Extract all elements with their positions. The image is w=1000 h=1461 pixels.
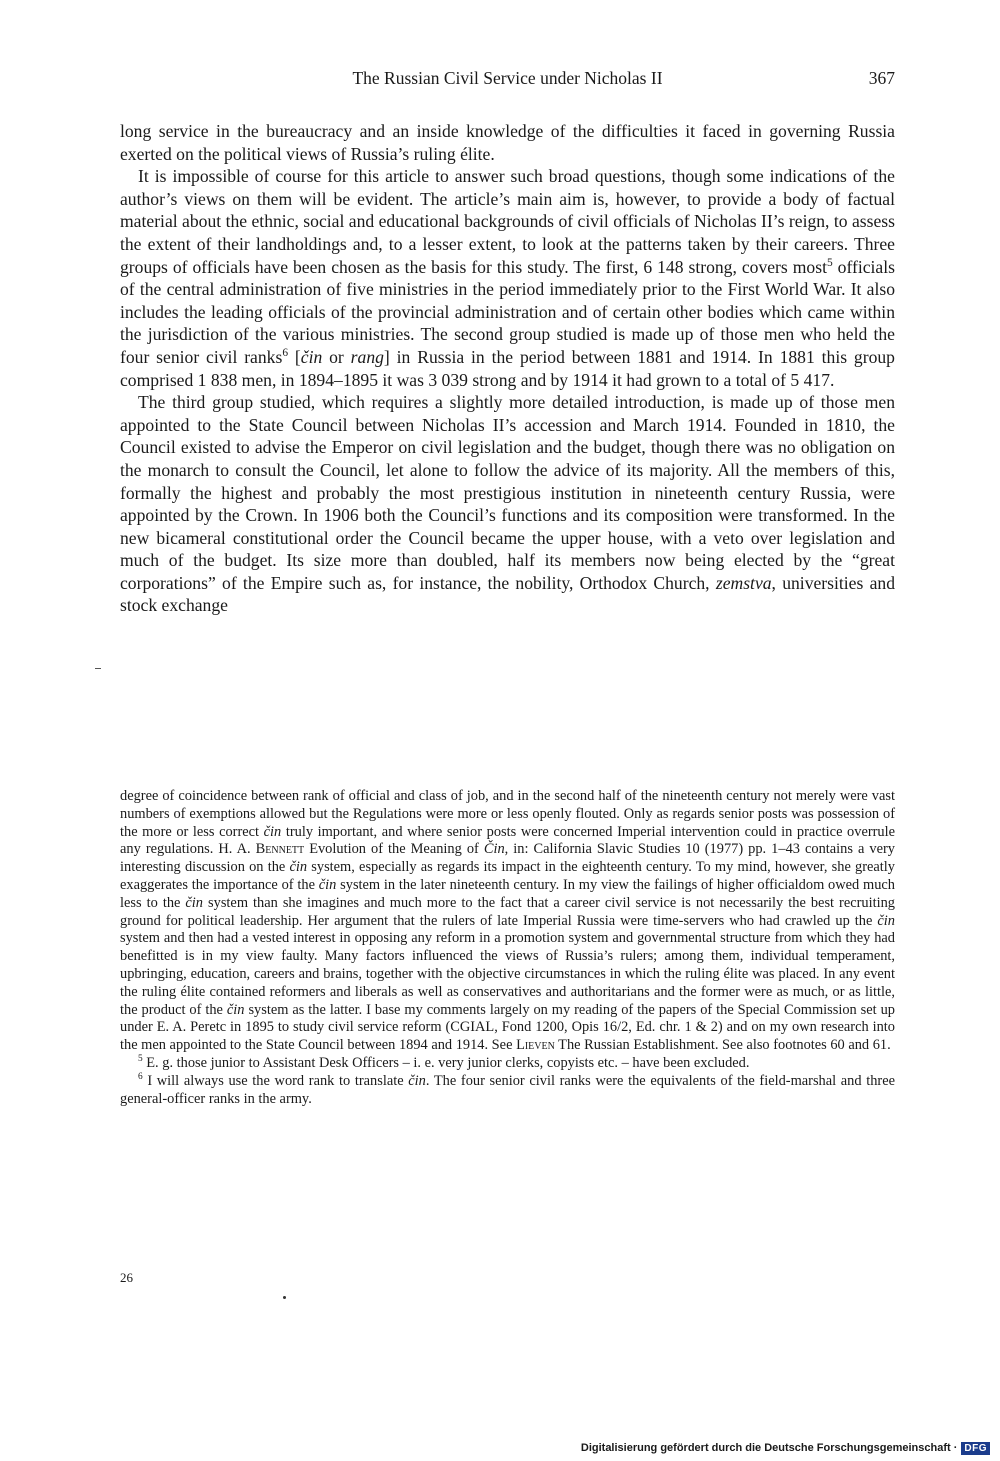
paragraph-1	[120, 120, 895, 165]
footnote-6	[120, 1073, 895, 1109]
footnote-5-text: E. g. those junior to Assistant Desk Officers – i. e. very junior clerks, copyists etc. – have been excluded.	[142, 1054, 750, 1071]
fn-cont-text-f: system in the later nineteenth century. In my view the failings of higher officialdom owed much less to the	[120, 876, 895, 911]
paragraph-2-text-e: ] in Russia in the period between 1881 and 1914. In 1881 this group comprised 1 838 men, in 1894–1895 it was 3 039 strong and by 1914 it had grown to a total of 5 417.	[120, 346, 895, 390]
term-zemstva: zemstva	[715, 572, 772, 593]
fn-cont-text-h: system and then had a vested interest in opposing any reform in a promotion system and governmental structure from which they had benefitted is in my view faulty. Many factors influenced the views of Russia’s rulers; among them, individual temperament, upbringing, education, careers and brains, together with the objective circumstances in which the ruling élite was placed. In any event the ruling élite contained reformers and liberals as well as conservatives and authoritarians and the former were as much, or as little, the product of the	[120, 930, 895, 1018]
footnote-number: 6	[138, 1071, 143, 1082]
running-head	[120, 64, 895, 92]
dfg-logo: DFG	[961, 1442, 990, 1455]
fn-cont-text-j: The Russian Establishment. See also footnotes 60 and 61.	[554, 1037, 891, 1054]
term-cin: čin	[289, 859, 308, 876]
paragraph-2-text-c: [	[288, 346, 301, 367]
margin-mark	[95, 668, 101, 669]
author-name: Bennett	[255, 841, 305, 858]
footnote-ref-6: 6	[282, 347, 289, 360]
term-rang: rang	[350, 346, 384, 367]
paragraph-2-text-d: or	[322, 346, 351, 367]
paragraph-1-text: long service in the bureaucracy and an inside knowledge of the difficulties it faced in governing Russia exerted on the political views of Russia’s ruling élite.	[120, 121, 895, 164]
term-cin: čin	[877, 912, 895, 929]
footnote-continuation	[120, 788, 895, 1055]
paragraph-2-text-a: It is impossible of course for this article to answer such broad questions, though some indications of the author’s views on them will be evident. The article’s main aim is, however, to provide a body of factual material about the ethnic, social and educational backgrounds of civil officials of Nicholas II’s reign, to assess the extent of their landholdings and, to a lesser extent, to look at the patterns taken by their careers. Three groups of officials have been chosen as the basis for this study. The first, 6 148 strong, covers most	[120, 166, 895, 277]
term-cin: čin	[263, 823, 282, 840]
fn-cont-text-e: system, especially as regards its impact in the eighteenth century. To my mind, however, she greatly exaggerates the importance of the	[120, 859, 895, 893]
term-cin: Čin	[483, 841, 505, 858]
term-cin: čin	[318, 876, 337, 893]
footnote-6-text-b: . The four senior civil ranks were the equivalents of the field-marshal and three general-officer ranks in the army.	[120, 1072, 895, 1107]
term-cin: čin	[408, 1072, 426, 1089]
fn-cont-text-g: system than she imagines and much more to the fact that a career civil service is not necessarily the best recruiting ground for political leadership. Her argument that the rulers of late Imperial Russia were time-servers who had crawled up the	[120, 894, 895, 929]
main-body-text	[120, 120, 895, 617]
term-cin: čin	[185, 894, 204, 911]
footnote-ref-5: 5	[826, 256, 833, 269]
footnotes	[120, 788, 895, 1108]
footnote-6-text-a: I will always use the word rank to translate	[142, 1072, 409, 1089]
digitization-footer	[581, 1440, 990, 1456]
paragraph-3-text-a: The third group studied, which requires a slightly more detailed introduction, is made up of those men appointed to the State Council between Nicholas II’s accession and March 1914. Founded in 1810, the Council existed to advise the Emperor on civil legislation and the budget, though there was no obligation on the monarch to consult the Council, let alone to follow the advice of its majority. All the members of this, formally the highest and probably the most prestigious institution in nineteenth century Russia, were appointed by the Crown. In 1906 both the Council’s functions and its composition were transformed. In the new bicameral constitutional order the Council became the upper house, with a veto over legislation and much of the budget. Its size more than doubled, half its members now being elected by the “great corporations” of the Empire such as, for instance, the nobility, Orthodox Church,	[120, 392, 895, 593]
fn-cont-text-d: , in: California Slavic Studies 10 (1977) pp. 1–43 contains a very interesting discussion on the	[120, 841, 895, 876]
term-cin: čin	[226, 1001, 245, 1018]
footnote-5	[120, 1055, 895, 1073]
page-number: 367	[868, 68, 895, 88]
term-cin: čin	[300, 346, 323, 367]
fn-cont-text-b: truly important, and where senior posts were concerned Imperial intervention could in practice overrule any regulations. H. A.	[120, 823, 895, 858]
fn-cont-text-a: degree of coincidence between rank of official and class of job, and in the second half of the nineteenth century not merely were vast numbers of exemptions allowed but the Regulations were more or less openly flouted. Only as regards senior posts was possession of the more or less correct	[120, 788, 895, 840]
paragraph-3	[120, 391, 895, 617]
signature-mark: 26	[120, 1270, 133, 1285]
footnote-number: 5	[138, 1054, 143, 1065]
paragraph-2	[120, 165, 895, 391]
author-name: Lieven	[516, 1037, 555, 1054]
paragraph-3-text-b: , universities and stock exchange	[120, 572, 895, 616]
dfg-footer-text: Digitalisierung gefördert durch die Deutsche Forschungsgemeinschaft ·	[580, 1442, 958, 1454]
fn-cont-text-c: Evolution of the Meaning of	[304, 841, 484, 858]
stray-dot	[283, 1296, 286, 1299]
running-title: The Russian Civil Service under Nicholas II	[352, 68, 663, 88]
paragraph-2-text-b: officials of the central administration of five ministries in the period immediately prior to the First World War. It also includes the leading officials of the provincial administration and of certain other bodies which came within the jurisdiction of the various ministries. The second group studied is made up of those men who held the four senior civil ranks	[120, 256, 895, 367]
fn-cont-text-i: system as the latter. I base my comments largely on my reading of the papers of the Special Commission set up under E. A. Peretc in 1895 to study civil service reform (CGIAL, Fond 1200, Opis 16/2, Ed. chr. 1 & 2) and on my own research into the men appointed to the State Council between 1894 and 1914. See	[120, 1001, 896, 1054]
